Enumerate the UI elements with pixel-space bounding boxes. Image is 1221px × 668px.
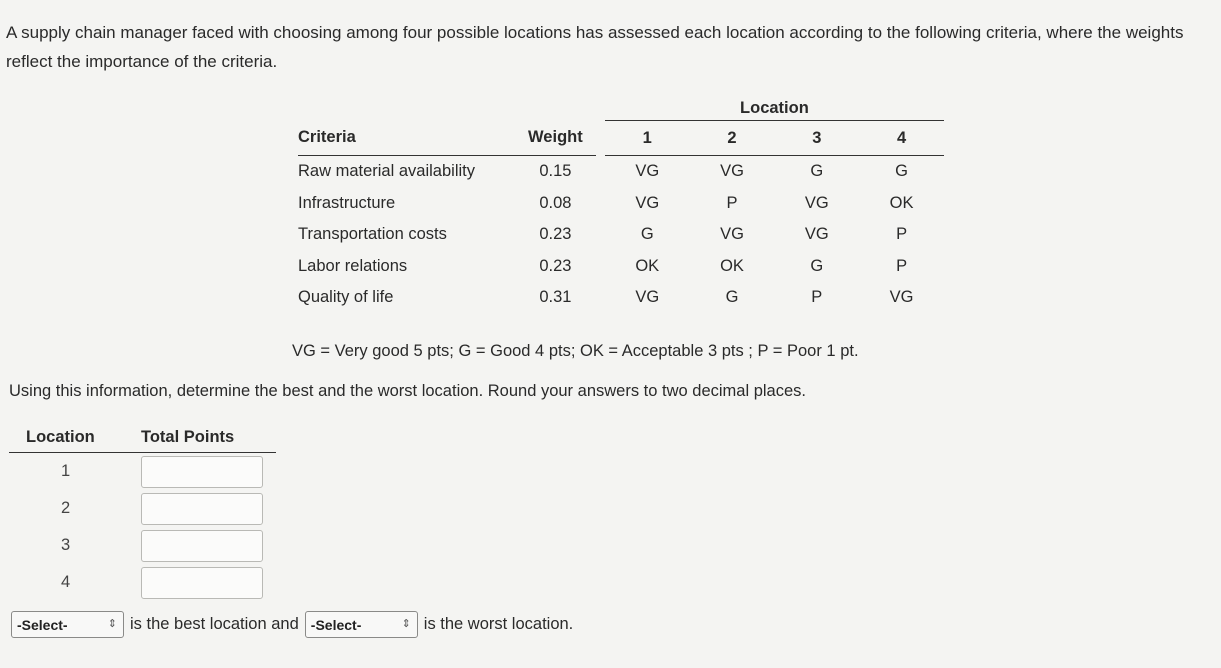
criterion-label: Transportation costs (298, 225, 447, 244)
total-points-input-4[interactable] (141, 567, 263, 599)
location-column-header: 1 (605, 121, 690, 156)
location-header-row (298, 96, 944, 121)
answer-location-number: 4 (61, 573, 71, 591)
rating-cell: OK (889, 193, 914, 212)
rating-cell: VG (720, 162, 744, 181)
criterion-label: Quality of life (298, 288, 394, 307)
rating-cell: VG (720, 225, 744, 244)
criterion-weight: 0.15 (539, 162, 572, 181)
instruction-text: Using this information, determine the best and the worst location. Round your answers to two decimal places. (9, 382, 806, 400)
rating-cell: G (725, 288, 739, 307)
total-points-input-3[interactable] (141, 530, 263, 562)
criterion-label: Raw material availability (298, 162, 475, 181)
chevron-up-down-icon: ⇕ (401, 618, 411, 630)
location-column-header: 4 (859, 121, 944, 156)
table-row (9, 490, 276, 527)
rating-cell: VG (889, 288, 914, 307)
rating-cell: P (811, 288, 823, 307)
table-row (298, 156, 944, 188)
criteria-header: Criteria (298, 121, 515, 156)
rating-cell: P (726, 193, 738, 212)
problem-intro: A supply chain manager faced with choosing among four possible locations has assessed each location according to the following criteria, where the weights reflect the importance of the criteria. (6, 23, 1184, 71)
rating-cell: P (896, 225, 908, 244)
table-row (9, 453, 276, 491)
rating-cell: VG (804, 193, 829, 212)
table-row (9, 564, 276, 601)
worst-location-text: is the worst location. (423, 615, 574, 633)
criterion-weight: 0.23 (539, 256, 572, 275)
rating-cell: OK (720, 256, 744, 275)
answer-location-number: 1 (61, 462, 71, 480)
rating-cell: OK (635, 256, 660, 275)
answer-header-row (9, 426, 276, 453)
criterion-weight: 0.08 (539, 193, 572, 212)
total-points-input-1[interactable] (141, 456, 263, 488)
best-location-select[interactable] (11, 611, 124, 638)
answer-location-number: 2 (61, 499, 71, 517)
rating-legend: VG = Very good 5 pts; G = Good 4 pts; OK = Acceptable 3 pts ; P = Poor 1 pt. (292, 342, 859, 360)
rating-cell: VG (635, 162, 660, 181)
answer-location-header: Location (9, 426, 141, 453)
rating-cell: G (810, 256, 824, 275)
location-group-header: Location (605, 96, 944, 121)
rating-cell: G (810, 162, 824, 181)
criterion-weight: 0.31 (539, 288, 572, 307)
rating-cell: VG (635, 288, 660, 307)
criterion-label: Infrastructure (298, 193, 396, 212)
final-answer-sentence (11, 611, 579, 638)
rating-cell: G (640, 225, 654, 244)
rating-cell: VG (635, 193, 660, 212)
table-row (298, 251, 944, 283)
location-column-header: 3 (774, 121, 859, 156)
location-column-header: 2 (690, 121, 775, 156)
answer-location-number: 3 (61, 536, 71, 554)
criteria-table (298, 96, 944, 314)
total-points-table (9, 426, 276, 601)
rating-cell: G (895, 162, 909, 181)
best-location-text: is the best location and (130, 615, 299, 633)
rating-cell: P (896, 256, 908, 275)
table-row (9, 527, 276, 564)
total-points-input-2[interactable] (141, 493, 263, 525)
best-location-select-value: -Select- (17, 616, 68, 633)
worst-location-select[interactable] (305, 611, 418, 638)
table-row (298, 219, 944, 251)
worst-location-select-value: -Select- (310, 616, 362, 633)
criterion-label: Labor relations (298, 256, 408, 275)
criterion-weight: 0.23 (539, 225, 572, 244)
rating-cell: VG (804, 225, 829, 244)
answer-points-header: Total Points (141, 426, 276, 453)
chevron-up-down-icon: ⇕ (107, 618, 117, 630)
weight-header: Weight (515, 121, 596, 156)
table-row (298, 282, 944, 314)
column-header-row (298, 121, 944, 156)
table-row (298, 188, 944, 220)
